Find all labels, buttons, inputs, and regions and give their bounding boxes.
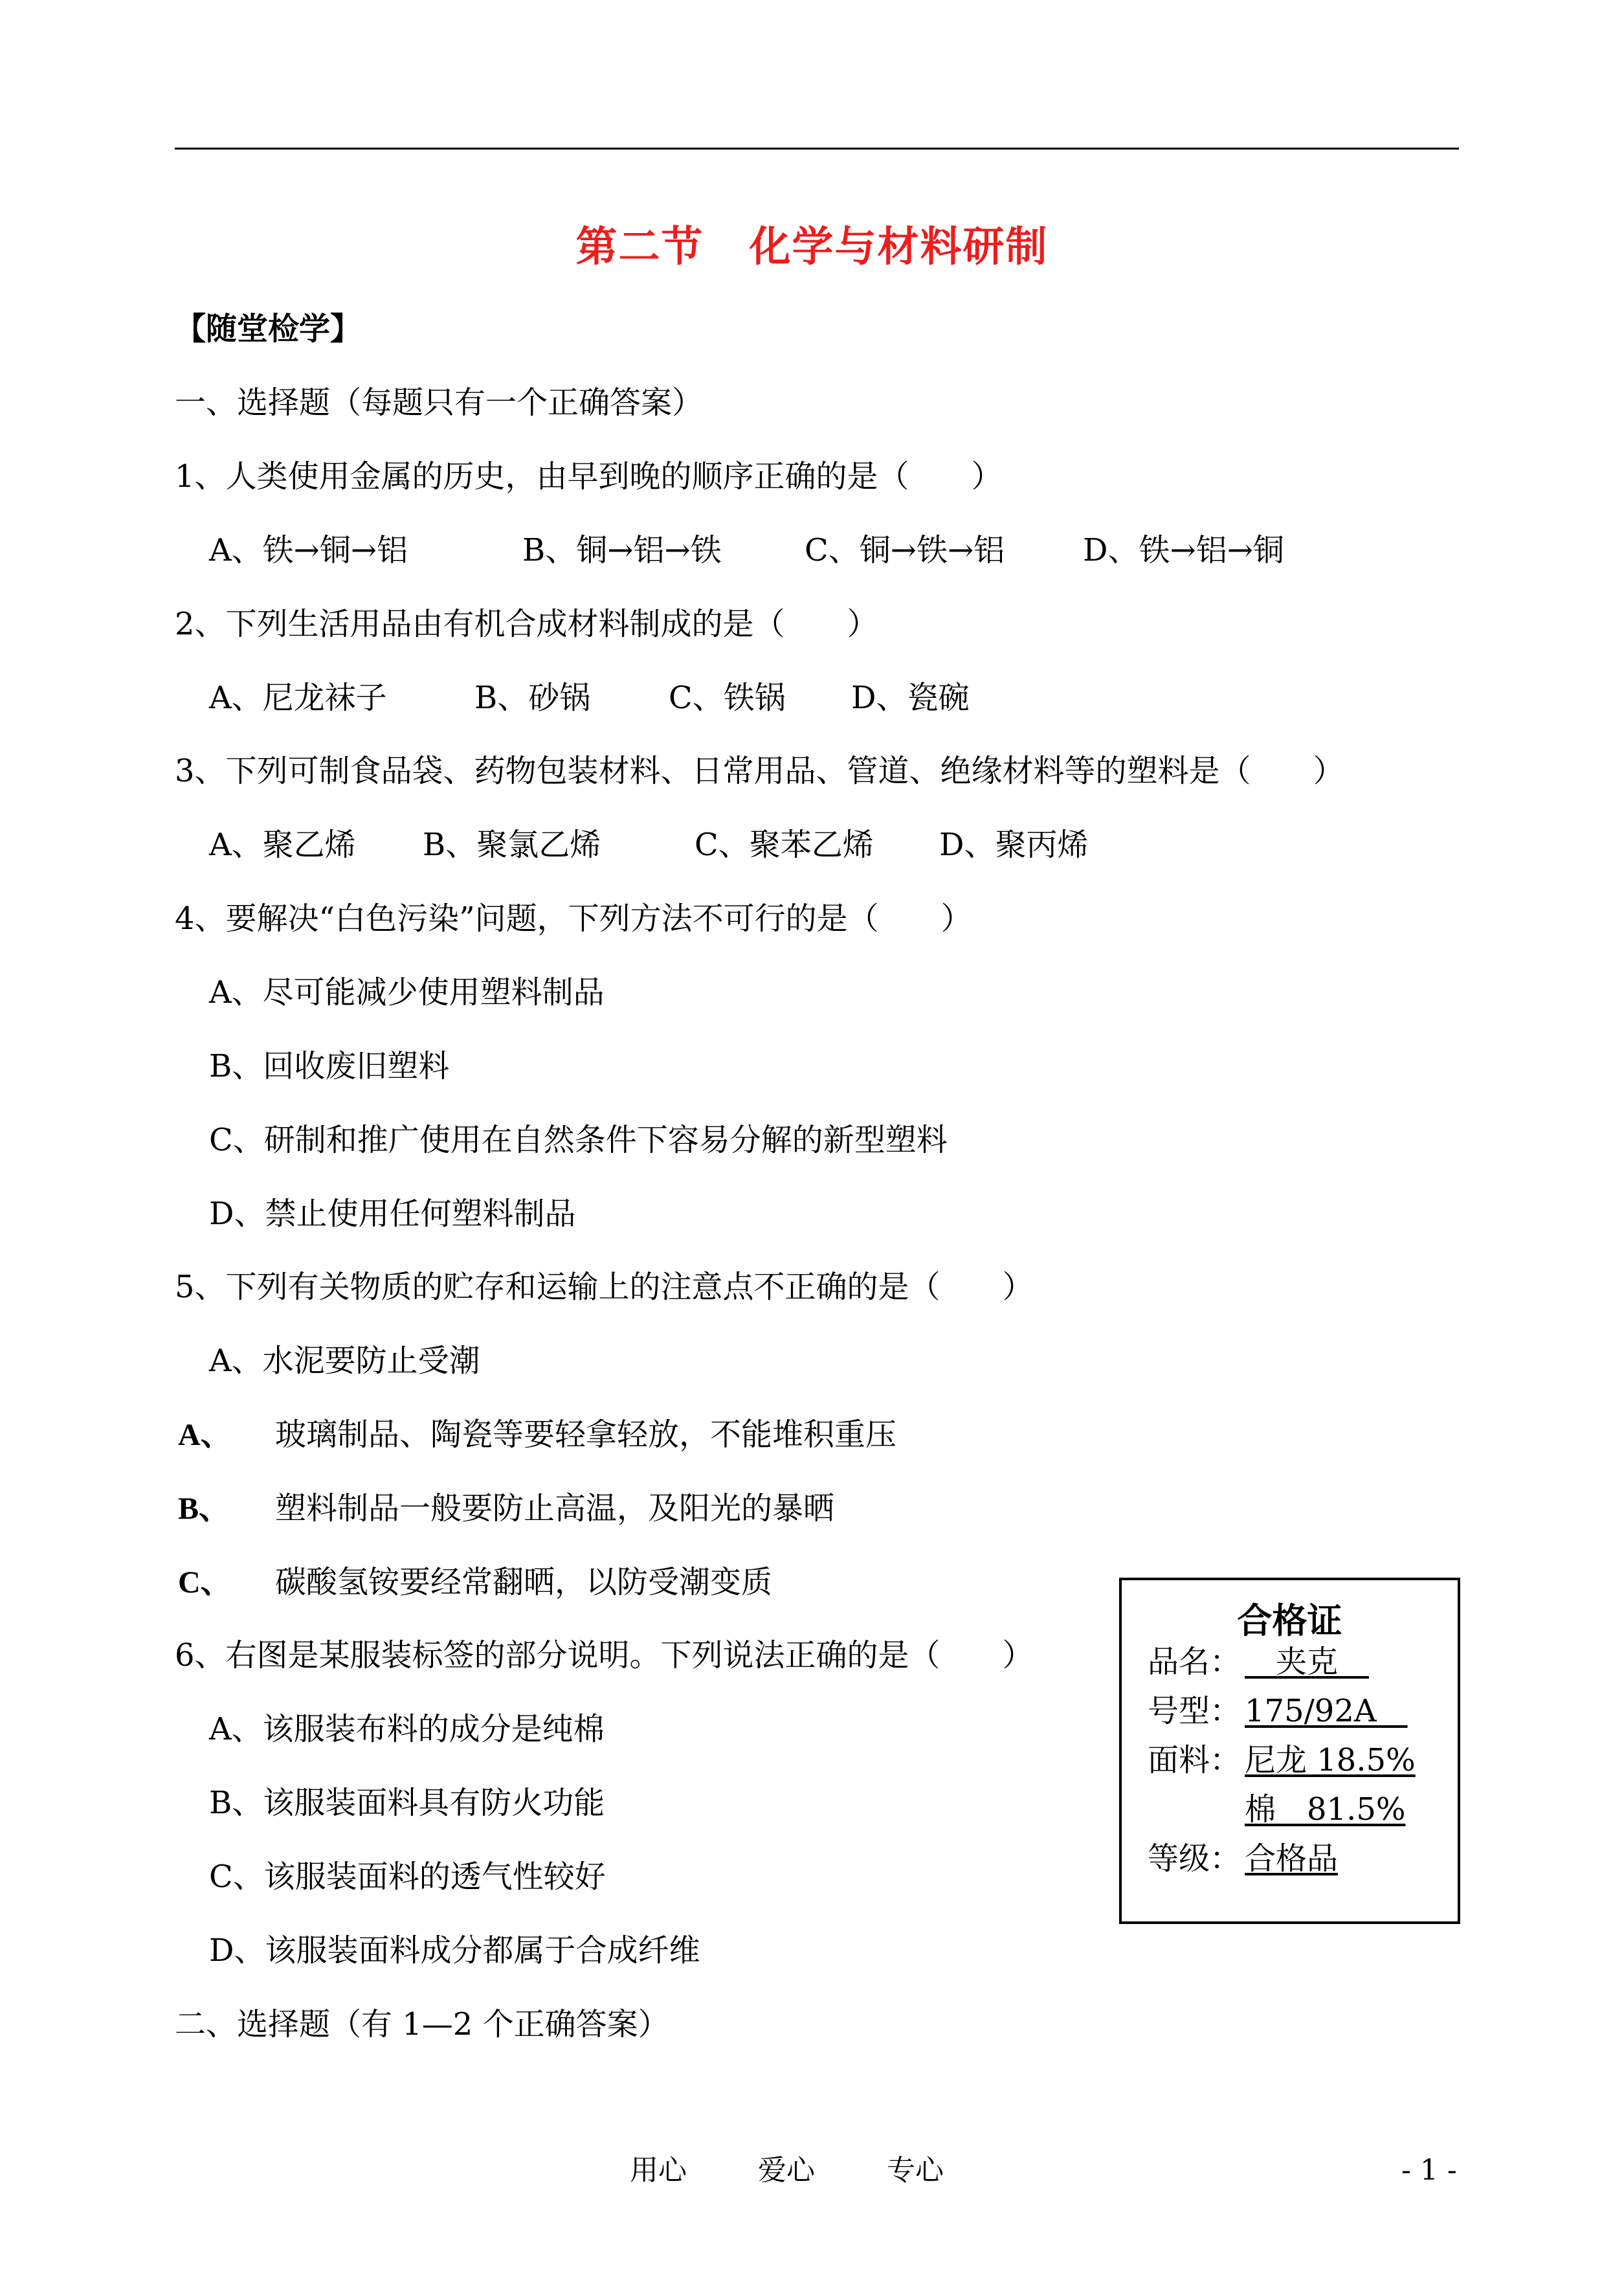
question-1-stem: 1、人类使用金属的历史，由早到晚的顺序正确的是（ ） <box>175 458 1003 495</box>
q5-extra-option-a <box>178 1415 896 1455</box>
page-number: - 1 - <box>1401 2154 1457 2187</box>
q1-option-b: B、铜→铝→铁 <box>522 532 722 568</box>
question-2-options <box>209 678 970 717</box>
question-4-stem: 4、要解决“白色污染”问题，下列方法不可行的是（ ） <box>175 900 972 937</box>
grade-value: 合格品 <box>1245 1840 1339 1877</box>
fabric-cotton: 棉 81.5% <box>1245 1791 1406 1828</box>
grade-label: 等级： <box>1148 1840 1241 1877</box>
q5-option-a: A、水泥要防止受潮 <box>209 1343 480 1379</box>
q2-option-b: B、砂锅 <box>474 680 591 716</box>
question-3-stem: 3、下列可制食品袋、药物包装材料、日常用品、管道、绝缘材料等的塑料是（ ） <box>175 753 1344 789</box>
part2-heading: 二、选择题（有 1—2 个正确答案） <box>175 2006 669 2042</box>
fabric-nylon: 尼龙 18.5% <box>1245 1742 1416 1778</box>
footer-word-3: 专心 <box>887 2154 944 2187</box>
name-label: 品名： <box>1148 1644 1241 1680</box>
question-3-options <box>209 825 1089 864</box>
q5-extra-c-text: 碳酸氢铵要经常翻晒，以防受潮变质 <box>275 1564 773 1600</box>
q5-extra-a-text: 玻璃制品、陶瓷等要轻拿轻放，不能堆积重压 <box>275 1416 897 1453</box>
q1-option-a: A、铁→铜→铝 <box>209 532 408 568</box>
q3-option-c: C、聚苯乙烯 <box>695 827 874 863</box>
q5-extra-b-label: B、 <box>178 1492 230 1526</box>
fabric-label: 面料： <box>1148 1742 1241 1778</box>
size-label: 号型： <box>1148 1693 1241 1729</box>
question-2-stem: 2、下列生活用品由有机合成材料制成的是（ ） <box>175 606 878 642</box>
q3-option-d: D、聚丙烯 <box>939 827 1089 863</box>
q4-option-c: C、研制和推广使用在自然条件下容易分解的新型塑料 <box>209 1122 948 1158</box>
certificate-fabric-row-2 <box>1148 1790 1406 1829</box>
q6-option-b: B、该服装面料具有防火功能 <box>209 1785 605 1821</box>
section-heading: 【随堂检学】 <box>175 311 362 347</box>
question-6-stem: 6、右图是某服装标签的部分说明。下列说法正确的是（ ） <box>175 1637 1034 1673</box>
certificate-size-row <box>1148 1692 1408 1730</box>
certificate-grade-row <box>1148 1839 1338 1878</box>
q6-option-d: D、该服装面料成分都属于合成纤维 <box>209 1932 700 1969</box>
q5-extra-b-text: 塑料制品一般要防止高温，及阳光的暴晒 <box>275 1490 835 1527</box>
part1-heading: 一、选择题（每题只有一个正确答案） <box>175 385 704 421</box>
question-1-options <box>209 531 1284 570</box>
q5-extra-option-b <box>178 1489 834 1528</box>
name-value: 夹克 <box>1245 1644 1370 1680</box>
q1-option-d: D、铁→铝→铜 <box>1083 532 1284 568</box>
q5-extra-option-c <box>178 1563 772 1602</box>
footer-word-2: 爱心 <box>758 2154 815 2187</box>
size-value: 175/92A <box>1245 1693 1408 1729</box>
q6-option-c: C、该服装面料的透气性较好 <box>209 1859 606 1895</box>
page-title <box>0 214 1624 273</box>
q4-option-b: B、回收废旧塑料 <box>209 1048 450 1084</box>
q5-extra-a-label: A、 <box>178 1418 232 1452</box>
header-rule <box>175 148 1459 150</box>
q3-option-a: A、聚乙烯 <box>209 827 356 863</box>
certificate-label <box>1119 1578 1460 1924</box>
question-5-stem: 5、下列有关物质的贮存和运输上的注意点不正确的是（ ） <box>175 1269 1034 1305</box>
certificate-name-row <box>1148 1642 1369 1681</box>
q4-option-d: D、禁止使用任何塑料制品 <box>209 1196 576 1232</box>
q2-option-c: C、铁锅 <box>669 680 786 716</box>
q5-extra-c-label: C、 <box>178 1565 232 1600</box>
footer-word-1: 用心 <box>630 2154 687 2187</box>
q2-option-a: A、尼龙袜子 <box>209 680 387 716</box>
q6-option-a: A、该服装布料的成分是纯棉 <box>209 1711 605 1747</box>
certificate-fabric-row <box>1148 1741 1416 1780</box>
title-section: 第二节 <box>575 223 704 271</box>
q2-option-d: D、瓷碗 <box>851 680 970 716</box>
q3-option-b: B、聚氯乙烯 <box>423 827 601 863</box>
certificate-title: 合格证 <box>1237 1600 1342 1641</box>
q1-option-c: C、铜→铁→铝 <box>805 532 1005 568</box>
title-topic: 化学与材料研制 <box>749 223 1049 271</box>
q4-option-a: A、尽可能减少使用塑料制品 <box>209 974 605 1011</box>
